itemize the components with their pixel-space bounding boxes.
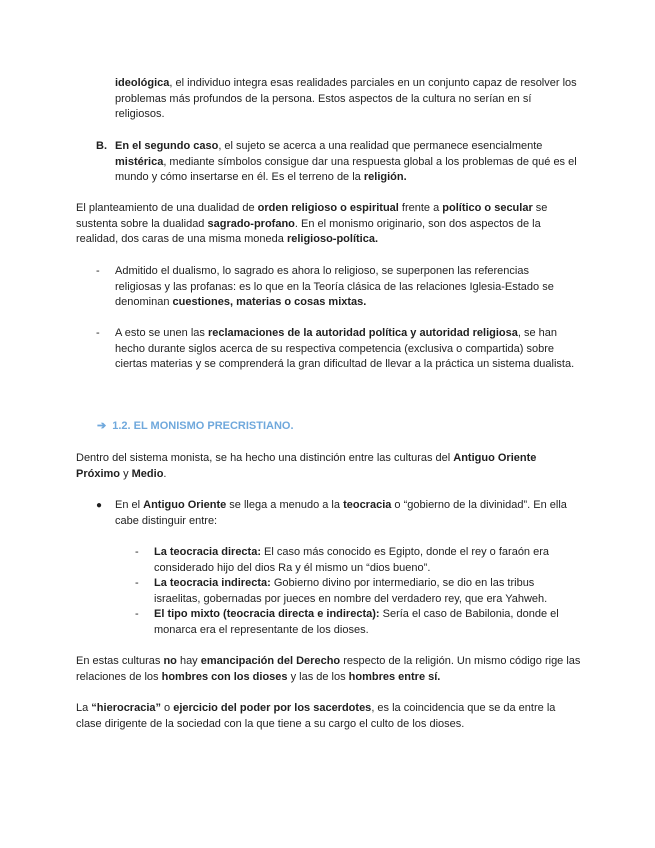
list-item-b [115,139,585,186]
bold-text: no [163,655,177,667]
text-span: . En el monismo originario, son dos aspectos de la realidad, dos caras de una misma moneda [76,217,541,245]
text-span: o “gobierno de la divinidad”. En ella cabe distinguir entre: [115,499,567,527]
text-span: , se han hecho durante siglos acerca de su respectiva competencia (exclusiva o compartida) sobre ciertas materias y se comprenderá la gran dificultad de llevar a la práctica un sistema dualista. [115,327,575,370]
text-span: respecto de la religión. Un mismo código rige las relaciones de los [76,655,581,683]
bold-text: mistérica [115,155,164,168]
bold-text: Antiguo Oriente Próximo [76,452,537,480]
list-marker-b: B. [96,140,107,152]
bold-text: ejercicio del poder por los sacerdotes [173,702,372,714]
text-span: . [163,467,167,480]
bold-text: La teocracia directa: [154,546,261,558]
bold-text: “hierocracia” [91,702,161,714]
text-span: En estas culturas [76,655,164,667]
bold-text: reclamaciones de la autoridad política y autoridad religiosa [207,327,518,339]
text-span: Admitido el dualismo, lo sagrado es ahora lo religioso, se superponen las referencias religiosas y las profanas: es lo que en la Teoría clásica de las relaciones Iglesia-Estado se denominan [115,265,554,308]
dash-marker: - [96,265,100,277]
dash-marker: - [96,327,100,339]
bold-text: El tipo mixto (teocracia directa e indirecta): [154,608,380,620]
bold-text: sagrado-profano [207,217,295,230]
text-span: A esto se unen las [115,327,208,339]
bold-text: hombres con los dioses [161,670,288,683]
bold-text: Medio [131,467,164,480]
text-span: se llega a menudo a la [226,499,344,511]
paragraph-hierocracia [76,701,582,732]
paragraph-monista [76,451,582,482]
bullet-marker: ● [96,500,103,511]
bold-text: La teocracia indirecta: [154,577,271,589]
text-span: La [76,702,92,714]
text-span: En el [115,499,144,511]
sub-item-teocracia-directa [154,545,582,576]
text-span: frente a [398,202,443,214]
text-span: El planteamiento de una dualidad de [76,202,258,214]
text-span: se sustenta sobre la dualidad [76,202,548,230]
text-span: hay [176,655,201,667]
bullet-item-antiguo-oriente [115,498,581,529]
dash-item-mixtas [115,264,575,311]
text-span: El caso más conocido es Egipto, donde el rey o faraón era considerado hijo del dios Ra y él mismo un “dios bueno”. [154,546,550,574]
bold-text: cuestiones, materias o cosas mixtas. [172,296,367,308]
bold-text: hombres entre sí. [348,670,441,683]
bold-text: Antiguo Oriente [143,499,227,511]
paragraph-dualidad [76,201,582,248]
text-span: o [161,702,174,714]
bold-text: político o secular [442,202,533,214]
text-span: , es la coincidencia que se da entre la clase dirigente de la sociedad con la que tiene a su cargo el culto de los dioses. [76,702,556,730]
text-span: Gobierno divino por intermediario, se dio en las tribus israelitas, gobernadas por jueces en nombre del verdadero rey, que era Yahweh. [154,577,548,605]
bold-text: religión. [363,171,407,183]
bold-text: teocracia [343,499,392,511]
dash-item-reclamaciones [115,326,581,373]
dash-marker: - [135,577,139,589]
section-heading [97,419,497,435]
text-span: Sería el caso de Babilonia, donde el monarca era el representante de los dioses. [154,608,559,636]
text-span: y las de los [287,670,349,683]
sub-item-tipo-mixto [154,607,582,638]
text-span: y [120,467,132,480]
text-span: , el sujeto se acerca a una realidad que permanece esencialmente [218,140,543,152]
paragraph-item-a-continuation [115,76,580,123]
bold-text: emancipación del Derecho [200,655,341,667]
bold-text: En el segundo caso [115,140,219,152]
section-heading-text: 1.2. EL MONISMO PRECRISTIANO. [112,420,294,432]
sub-item-teocracia-indirecta [154,576,582,607]
bold-text: orden religioso o espiritual [257,202,399,214]
bold-text: ideológica [115,77,170,89]
bold-text: religioso-política. [286,233,379,245]
dash-marker: - [135,546,139,558]
text-span: , mediante símbolos consigue dar una respuesta global a los problemas de qué es el mundo y cómo insertarse en él. Es el terreno de la [115,155,577,183]
dash-marker: - [135,608,139,620]
text-span: , el individuo integra esas realidades parciales en un conjunto capaz de resolver los problemas más profundos de la persona. Estos aspectos de la cultura no serían en sí religiosos. [115,77,577,120]
paragraph-culturas [76,654,584,685]
arrow-right-icon: ➔ [97,420,107,432]
text-span: Dentro del sistema monista, se ha hecho una distinción entre las culturas del [76,452,454,464]
